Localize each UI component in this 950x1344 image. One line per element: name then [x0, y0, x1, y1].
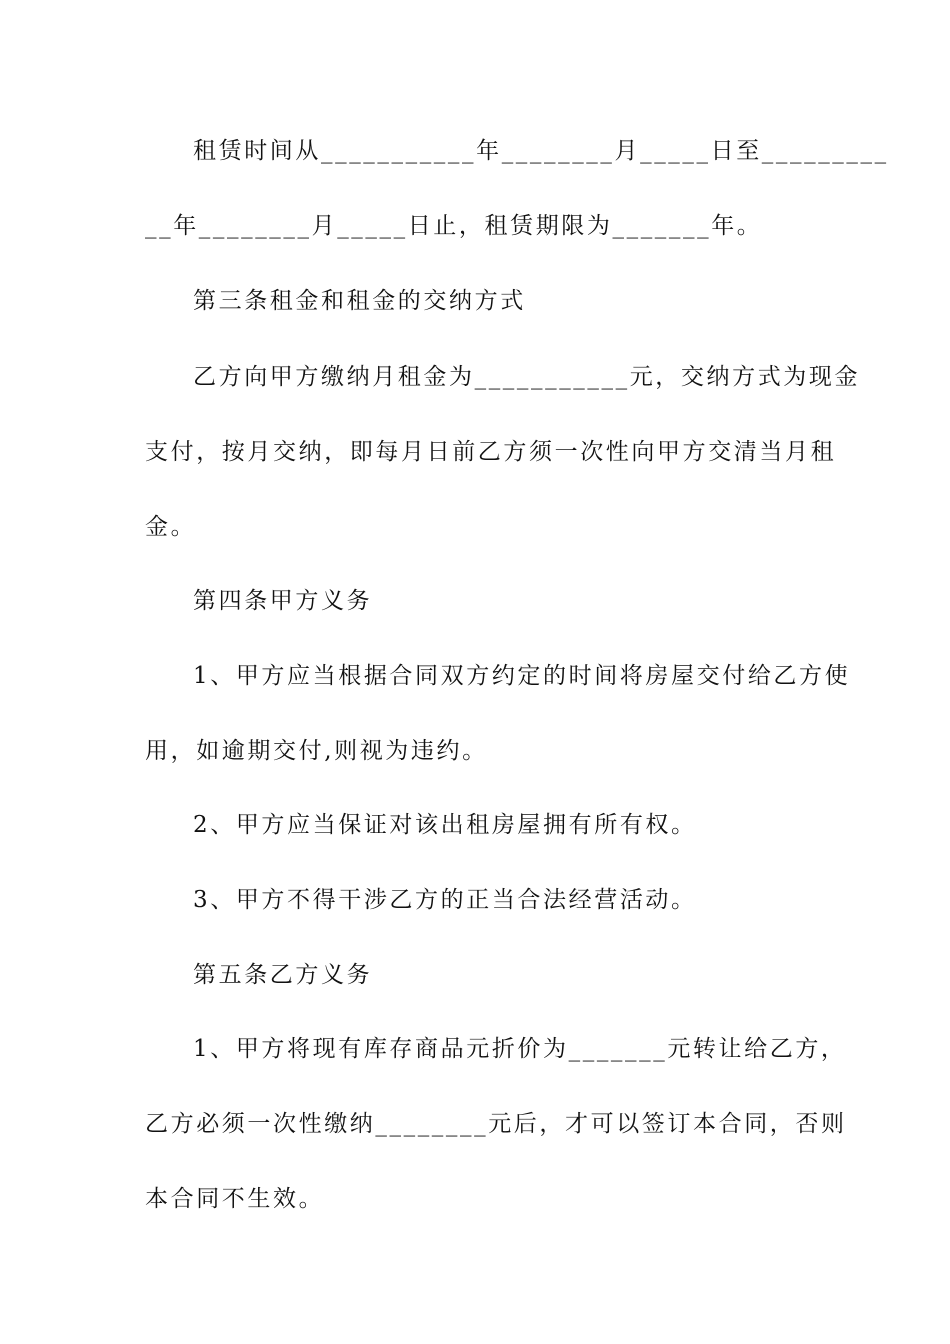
- rent-paragraph-line-3: 金。: [145, 514, 197, 540]
- party-b-duty-1-line-3: 本合同不生效。: [145, 1186, 325, 1212]
- party-a-duty-2: 2、甲方应当保证对该出租房屋拥有所有权。: [193, 812, 697, 838]
- article-4-heading: 第四条甲方义务: [193, 588, 373, 614]
- rent-paragraph-line-2: 支付，按月交纳，即每月日前乙方须一次性向甲方交清当月租: [145, 439, 837, 465]
- lease-period-line-1: 租赁时间从___________年________月_____日至_________: [193, 138, 889, 164]
- party-b-duty-1-line-2: 乙方必须一次性缴纳________元后，才可以签订本合同，否则: [145, 1111, 847, 1137]
- lease-period-line-2: __年________月_____日止，租赁期限为_______年。: [145, 213, 763, 239]
- party-a-duty-1-line-2: 用，如逾期交付,则视为违约。: [145, 738, 488, 764]
- party-a-duty-3: 3、甲方不得干涉乙方的正当合法经营活动。: [193, 887, 697, 913]
- party-b-duty-1-line-1: 1、甲方将现有库存商品元折价为_______元转让给乙方，: [193, 1036, 847, 1062]
- article-5-heading: 第五条乙方义务: [193, 962, 373, 988]
- party-a-duty-1-line-1: 1、甲方应当根据合同双方约定的时间将房屋交付给乙方使: [193, 663, 851, 689]
- rent-paragraph-line-1: 乙方向甲方缴纳月租金为___________元，交纳方式为现金: [193, 364, 861, 390]
- article-3-heading: 第三条租金和租金的交纳方式: [193, 288, 526, 314]
